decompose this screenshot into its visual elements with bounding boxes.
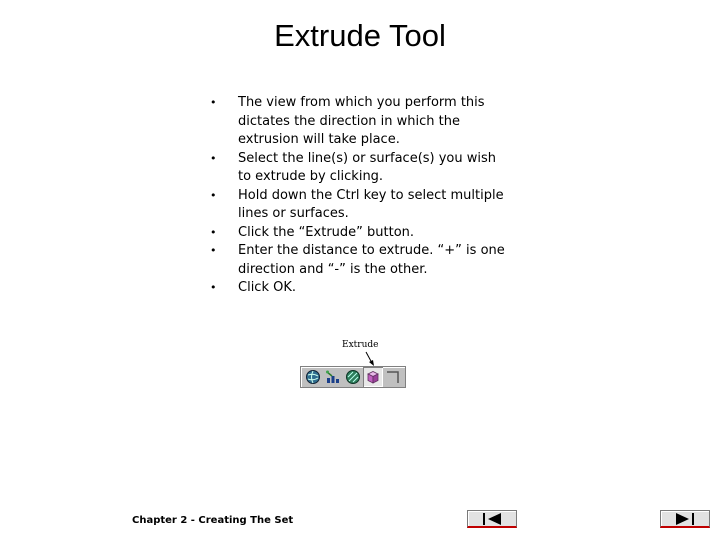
globe-icon[interactable] — [303, 367, 323, 387]
scale-icon[interactable] — [323, 367, 343, 387]
chapter-footer: Chapter 2 - Creating The Set — [132, 515, 294, 526]
bullet-text: Hold down the Ctrl key to select multiple lines or surfaces. — [238, 187, 504, 221]
bullet-dot: • — [210, 151, 217, 165]
sphere-icon[interactable] — [343, 367, 363, 387]
bullet-text: The view from which you perform this dictates the direction in which the extrusion will take place. — [238, 95, 485, 147]
first-slide-icon — [480, 512, 504, 526]
bullet-item — [208, 187, 508, 224]
corner-icon[interactable] — [383, 367, 403, 387]
bullet-dot: • — [210, 188, 217, 202]
bullet-item — [208, 224, 508, 243]
bullet-item — [208, 242, 508, 279]
slide-title: Extrude Tool — [274, 18, 446, 53]
bullet-dot: • — [210, 96, 217, 109]
bullet-item — [208, 279, 508, 298]
extrude-callout-label: Extrude — [342, 340, 379, 350]
last-slide-button[interactable] — [660, 510, 710, 528]
last-slide-icon — [673, 512, 697, 526]
bullet-dot: • — [210, 244, 217, 257]
callout-arrow-icon — [364, 351, 376, 367]
extrude-box-icon[interactable] — [363, 367, 383, 387]
bullet-item — [208, 94, 508, 150]
bullet-text: Click the “Extrude” button. — [238, 224, 415, 240]
bullet-list — [208, 94, 508, 298]
bullet-text: Select the line(s) or surface(s) you wish to extrude by clicking. — [238, 150, 497, 184]
bullet-text: Click OK. — [238, 280, 296, 295]
bullet-text: Enter the distance to extrude. “+” is one direction and “-” is the other. — [238, 243, 505, 277]
bullet-dot: • — [210, 225, 217, 239]
extrude-toolbar — [300, 366, 406, 388]
first-slide-button[interactable] — [467, 510, 517, 528]
bullet-item — [208, 150, 508, 187]
bullet-dot: • — [210, 281, 217, 294]
